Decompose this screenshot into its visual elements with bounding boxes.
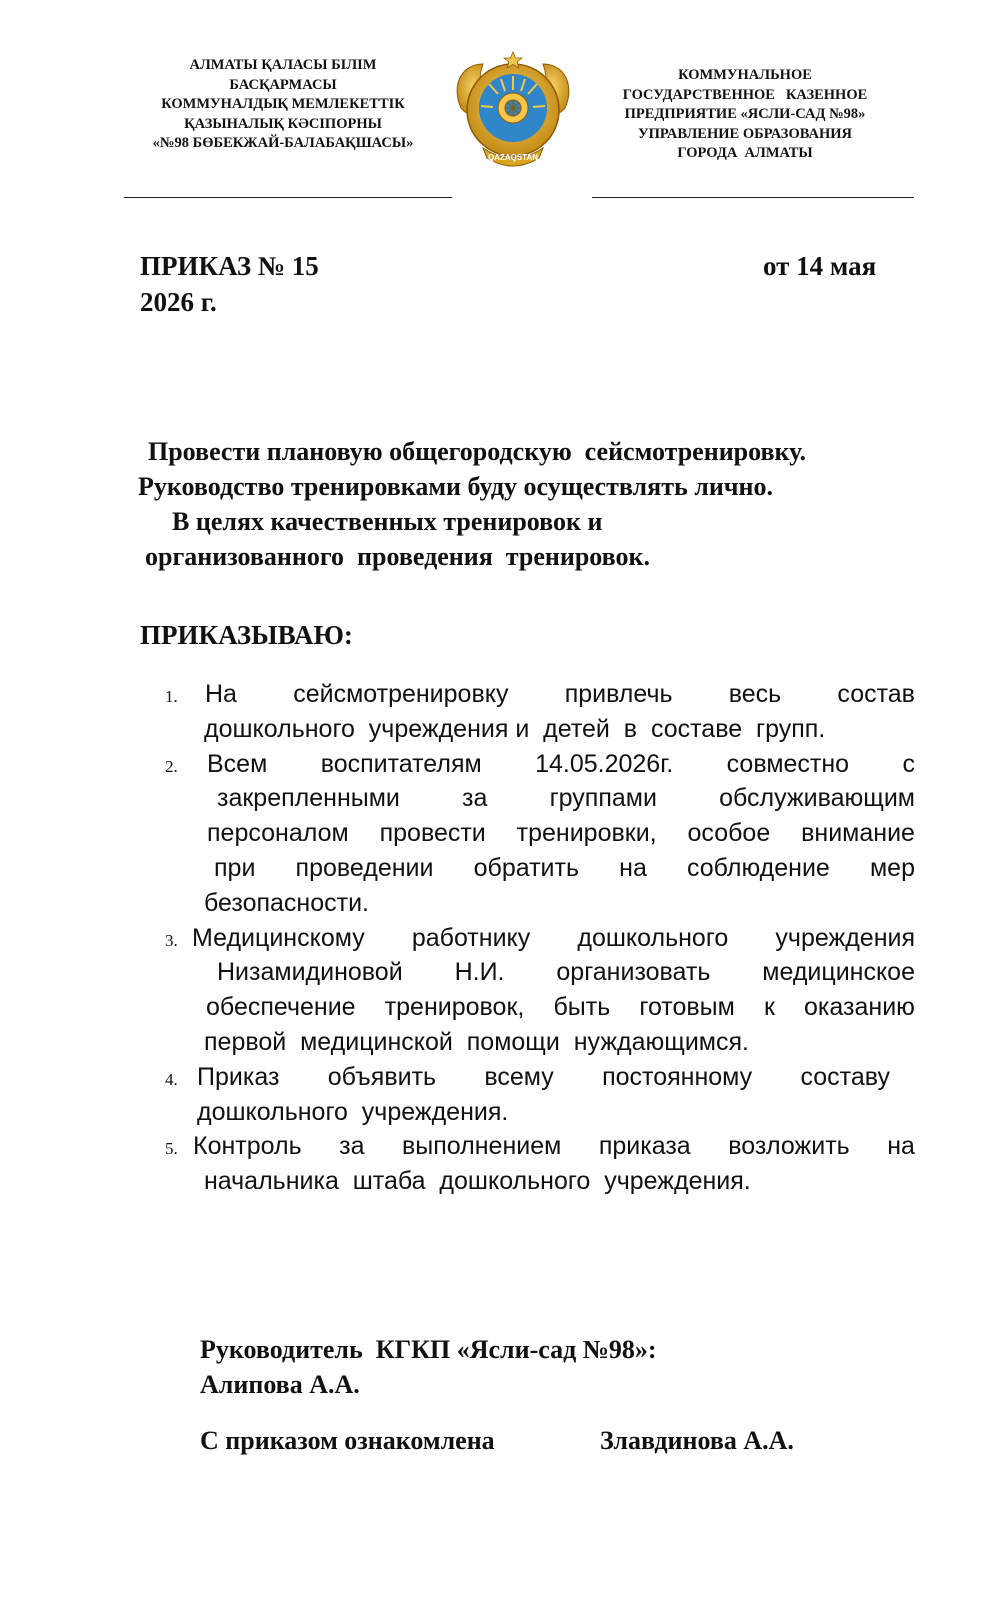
word: привлечь bbox=[564, 680, 673, 708]
list-item bbox=[165, 747, 915, 921]
word: на bbox=[887, 1132, 915, 1161]
item-line bbox=[217, 781, 915, 816]
word: состав bbox=[837, 680, 915, 708]
item-line: первой медицинской помощи нуждающимся. bbox=[204, 1027, 749, 1056]
word: лично. bbox=[694, 472, 773, 501]
word: особое bbox=[687, 819, 771, 848]
word: постоянному bbox=[602, 1062, 753, 1091]
acknowledgement-name: Злавдинова А.А. bbox=[600, 1426, 794, 1455]
item-line bbox=[217, 955, 915, 990]
intro-line bbox=[138, 504, 915, 539]
word: На bbox=[205, 680, 237, 708]
list-item bbox=[165, 921, 915, 1060]
word: возложить bbox=[728, 1132, 850, 1161]
item-line bbox=[193, 1129, 915, 1164]
header-left-line: ҚАЗЫНАЛЫҚ КӘСІПОРНЫ bbox=[184, 115, 382, 132]
word: к bbox=[763, 993, 775, 1022]
word: внимание bbox=[801, 819, 915, 848]
word: проведении bbox=[295, 853, 434, 882]
word: организовать bbox=[556, 958, 711, 987]
item-number: 3. bbox=[165, 930, 178, 950]
head-signature-name: Алипова А.А. bbox=[200, 1370, 360, 1399]
header-left-line: АЛМАТЫ ҚАЛАСЫ БІЛІМ bbox=[189, 57, 377, 73]
word: быть bbox=[553, 993, 611, 1022]
item-line bbox=[214, 851, 915, 886]
item-number: 4. bbox=[165, 1069, 178, 1089]
word: весь bbox=[728, 680, 782, 708]
word: осуществлять bbox=[523, 472, 688, 501]
item-number: 2. bbox=[165, 756, 178, 776]
head-signature-title: Руководитель КГКП «Ясли-сад №98»: bbox=[200, 1335, 657, 1364]
word: совместно bbox=[726, 749, 850, 778]
intro-line bbox=[138, 469, 915, 504]
item-line: дошкольного учреждения. bbox=[197, 1097, 509, 1126]
word: качественных bbox=[270, 507, 437, 536]
word: медицинское bbox=[762, 958, 915, 987]
word: за bbox=[462, 784, 488, 813]
word: учреждения bbox=[775, 923, 915, 952]
intro-line: организованного проведения тренировок. bbox=[145, 542, 650, 571]
word: буду bbox=[467, 472, 518, 501]
word: обратить bbox=[473, 853, 579, 882]
header-right-line: КОММУНАЛЬНОЕ bbox=[678, 67, 812, 83]
header-right-line: ГОСУДАРСТВЕННОЕ КАЗЕННОЕ bbox=[622, 86, 868, 103]
item-line bbox=[192, 921, 915, 956]
item-line bbox=[207, 747, 915, 782]
word: составу bbox=[800, 1062, 890, 1091]
word: тренировок bbox=[443, 507, 581, 536]
word: тренировки, bbox=[516, 819, 657, 848]
word: соблюдение bbox=[687, 853, 830, 882]
word: обеспечение bbox=[206, 993, 356, 1022]
word: Н.И. bbox=[454, 958, 505, 987]
word: всему bbox=[484, 1062, 554, 1091]
acknowledgement-label: С приказом ознакомлена bbox=[200, 1426, 495, 1455]
item-line bbox=[206, 990, 915, 1025]
header-right-line: УПРАВЛЕНИЕ ОБРАЗОВАНИЯ bbox=[637, 125, 852, 142]
item-line: безопасности. bbox=[204, 888, 369, 917]
header-right-russian bbox=[593, 66, 897, 164]
header-left-line: БАСҚАРМАСЫ bbox=[229, 76, 337, 93]
word: дошкольного bbox=[577, 923, 729, 952]
list-item bbox=[165, 1060, 915, 1130]
word: тренировками bbox=[290, 472, 462, 501]
item-number: 5. bbox=[165, 1139, 178, 1159]
order-heading: ПРИКАЗЫВАЮ: bbox=[140, 620, 353, 650]
word: Всем bbox=[207, 749, 268, 778]
order-number-line: ПРИКАЗ № 15 bbox=[140, 251, 319, 281]
state-emblem-icon bbox=[447, 50, 579, 174]
word: персоналом bbox=[207, 819, 349, 848]
header-divider-right bbox=[592, 197, 914, 198]
word: воспитателям bbox=[320, 749, 482, 778]
word: сейсмотренировку bbox=[293, 680, 509, 708]
word: группами bbox=[549, 784, 657, 813]
word: В bbox=[172, 507, 190, 536]
word: оказанию bbox=[804, 993, 915, 1022]
word: Приказ bbox=[197, 1062, 280, 1091]
header-right-line: ПРЕДПРИЯТИЕ «ЯСЛИ-САД №98» bbox=[624, 106, 866, 122]
item-number: 1. bbox=[165, 687, 178, 706]
intro-line: Провести плановую общегородскую сейсмотренировку. bbox=[148, 437, 807, 466]
word: работнику bbox=[411, 923, 531, 952]
word: выполнением bbox=[402, 1132, 562, 1161]
item-line bbox=[207, 816, 915, 851]
word: при bbox=[214, 853, 256, 882]
item-line: дошкольного учреждения и детей в составе групп. bbox=[204, 714, 826, 743]
word: Руководство bbox=[138, 472, 285, 501]
word: Контроль bbox=[193, 1132, 302, 1161]
word: провести bbox=[379, 819, 486, 848]
word: Медицинскому bbox=[192, 923, 365, 952]
list-item bbox=[165, 1129, 915, 1199]
header-divider-left bbox=[124, 197, 452, 198]
word: тренировок, bbox=[384, 993, 525, 1022]
header-left-line: КОММУНАЛДЫҚ МЕМЛЕКЕТТІК bbox=[161, 96, 405, 112]
list-item bbox=[165, 677, 915, 747]
word: готовым bbox=[639, 993, 735, 1022]
word: 14.05.2026г. bbox=[535, 749, 674, 778]
word: мер bbox=[869, 853, 915, 882]
word: Низамидиновой bbox=[217, 958, 403, 987]
order-items-list bbox=[165, 677, 915, 1199]
header-left-kazakh bbox=[118, 56, 448, 154]
word: обслуживающим bbox=[719, 784, 915, 813]
intro-paragraph bbox=[138, 434, 915, 574]
word: за bbox=[339, 1132, 365, 1161]
emblem-text: QAZAQSTAN bbox=[487, 153, 539, 162]
order-year-line: 2026 г. bbox=[140, 287, 217, 317]
word: и bbox=[587, 507, 603, 536]
word: объявить bbox=[327, 1062, 437, 1091]
order-number bbox=[140, 248, 319, 320]
word: на bbox=[619, 853, 647, 882]
header-left-line: «№98 БӨБЕКЖАЙ-БАЛАБАҚШАСЫ» bbox=[152, 135, 414, 151]
header-right-line: ГОРОДА АЛМАТЫ bbox=[677, 145, 813, 161]
item-line: начальника штаба дошкольного учреждения. bbox=[204, 1167, 751, 1196]
item-line bbox=[205, 677, 915, 712]
item-line bbox=[197, 1060, 890, 1095]
word: с bbox=[902, 749, 915, 778]
word: приказа bbox=[598, 1132, 691, 1161]
order-date: от 14 мая bbox=[763, 251, 877, 281]
word: целях bbox=[195, 507, 265, 536]
word: закрепленными bbox=[217, 784, 400, 813]
